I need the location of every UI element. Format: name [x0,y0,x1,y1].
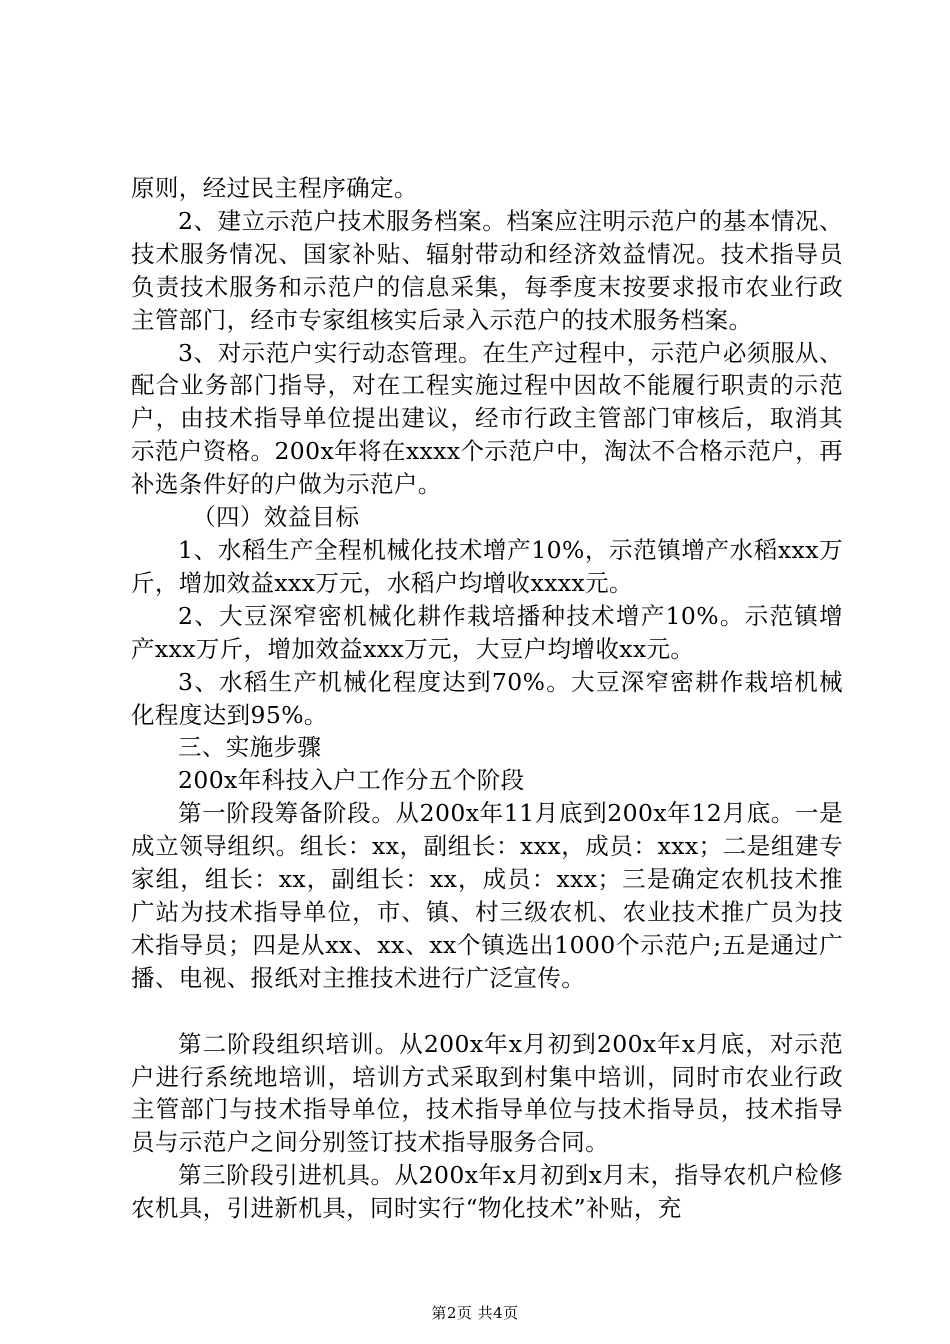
section-heading-implementation: 三、实施步骤 [178,733,322,762]
page-number-footer: 第2页 共4页 [431,1304,519,1322]
paragraph-stage-one: 第一阶段筹备阶段。从200x年11月底到200x年12月底。一是成立领导组织。组长：xx，副组长：xxx，成员：xxx；二是组建专家组，组长：xx，副组长：xx，成员：xxx；三是确定农机技术推广站为技术指导单位，市、镇、村三级农机、农业技术推广员为技术指导员；四是从xx、xx、xx个镇选出1000个示范户;五是通过广播、电视、报纸对主推技术进行广泛宣传。 [131,799,843,992]
paragraph-dynamic-management: 3、对示范户实行动态管理。在生产过程中，示范户必须服从、配合业务部门指导，对在工程实施过程中因故不能履行职责的示范户，由技术指导单位提出建议，经市行政主管部门审核后，取消其示范户资格。200x年将在xxxx个示范户中，淘汰不合格示范户，再补选条件好的户做为示范户。 [131,338,843,499]
paragraph-five-stages: 200x年科技入户工作分五个阶段 [178,766,525,795]
paragraph-mechanization-level: 3、水稻生产机械化程度达到70%。大豆深窄密耕作栽培机械化程度达到95%。 [131,667,843,729]
paragraph-soybean-yield: 2、大豆深窄密机械化耕作栽培播种技术增产10%。示范镇增产xxx万斤，增加效益xxx万元，大豆户均增收xx元。 [131,601,843,663]
paragraph-rice-yield: 1、水稻生产全程机械化技术增产10%，示范镇增产水稻xxx万斤，增加效益xxx万元，水稻户均增收xxxx元。 [131,535,843,597]
paragraph-principle-end: 原则，经过民主程序确定。 [131,174,418,202]
paragraph-stage-three: 第三阶段引进机具。从200x年x月初到x月末，指导农机户检修农机具，引进新机具，同时实行“物化技术”补贴，充 [131,1161,843,1223]
section-heading-benefit-goals: （四）效益目标 [192,503,360,532]
paragraph-service-archive: 2、建立示范户技术服务档案。档案应注明示范户的基本情况、技术服务情况、国家补贴、辐射带动和经济效益情况。技术指导员负责技术服务和示范户的信息采集，每季度末按要求报市农业行政主管部门，经市专家组核实后录入示范户的技术服务档案。 [131,206,843,334]
document-body [131,172,843,1225]
paragraph-stage-two: 第二阶段组织培训。从200x年x月初到200x年x月底，对示范户进行系统地培训，培训方式采取到村集中培训，同时市农业行政主管部门与技术指导单位，技术指导单位与技术指导员，技术指导员与示范户之间分别签订技术指导服务合同。 [131,1029,843,1157]
